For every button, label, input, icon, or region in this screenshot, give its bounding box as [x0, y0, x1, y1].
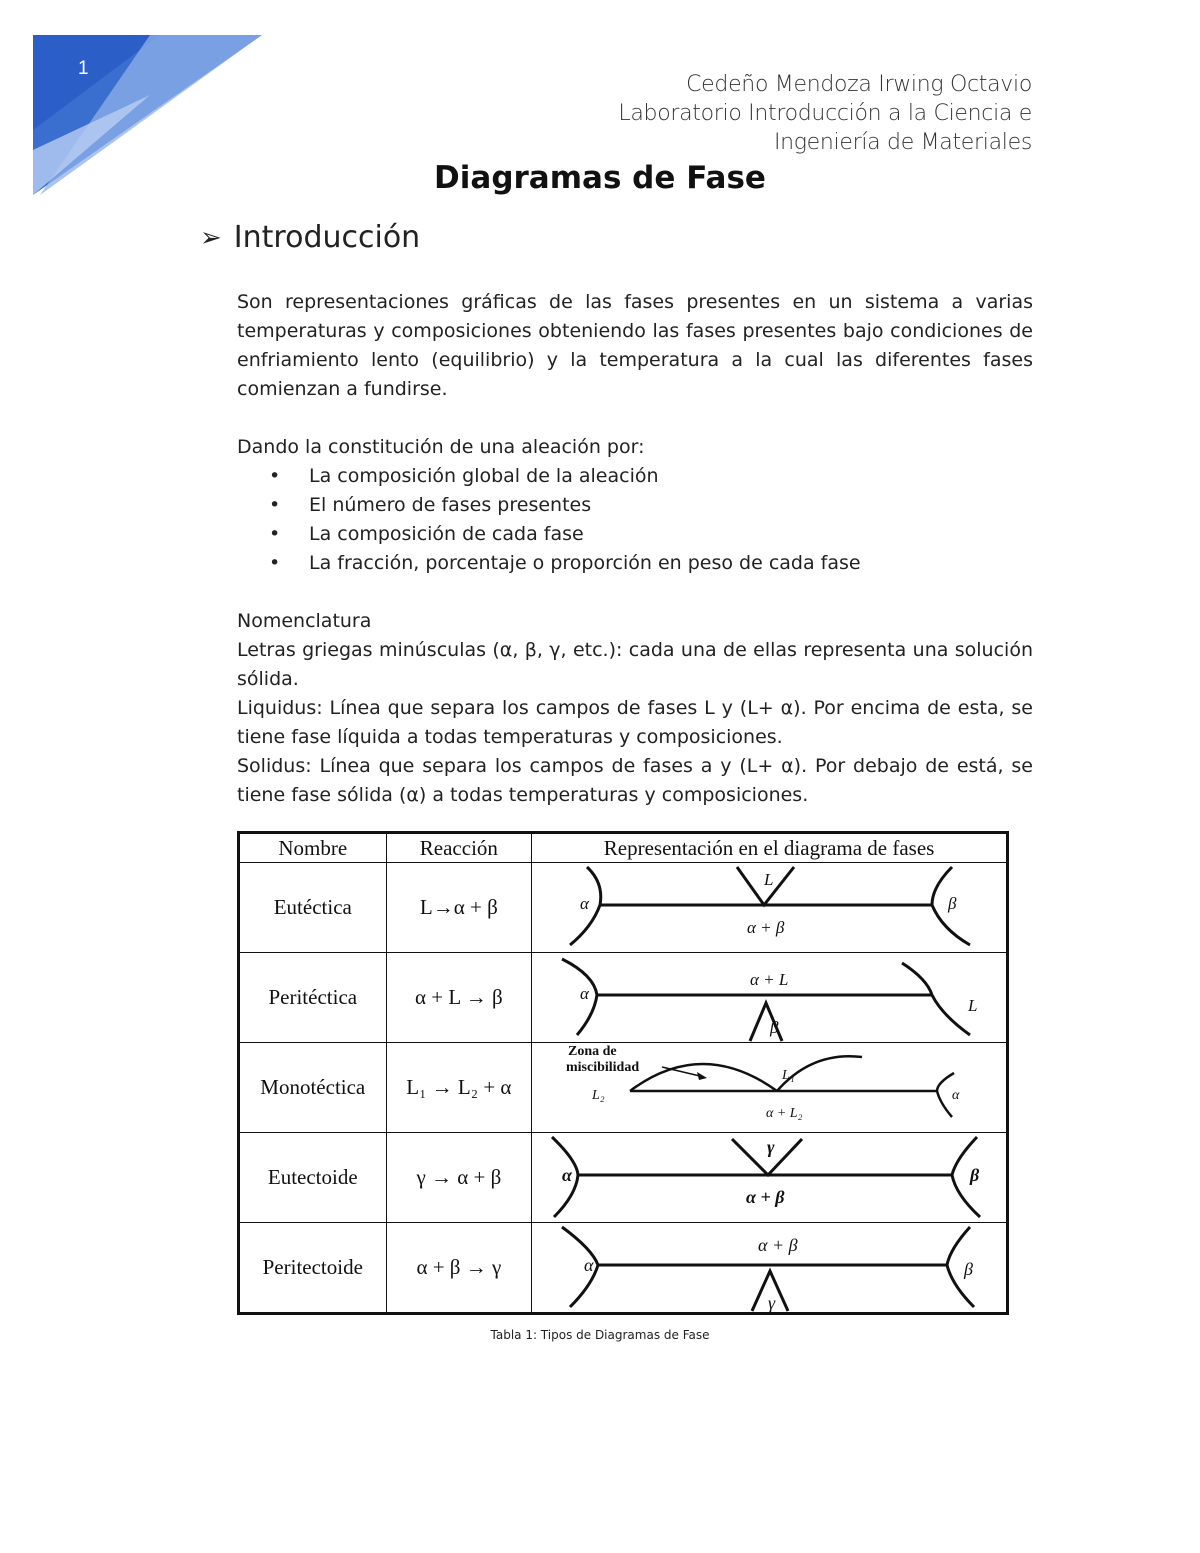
label-alpha: α: [580, 984, 590, 1003]
label-miscibility: miscibilidad: [566, 1060, 640, 1075]
label-alpha-beta: α + β: [758, 1235, 798, 1255]
table-row: [239, 863, 1008, 953]
label-zone: Zona de: [568, 1044, 617, 1059]
eutectic-diagram-cell: [532, 863, 1008, 953]
label-alpha-beta: α + β: [746, 1187, 785, 1207]
label-alpha-beta: α + β: [747, 918, 785, 937]
reaction-name: Peritéctica: [239, 953, 387, 1043]
header-representation: Representación en el diagrama de fases: [532, 833, 1008, 863]
label-gamma: γ: [768, 1293, 776, 1312]
label-alpha-l2: α + L₂: [766, 1106, 803, 1121]
header-reaction: Reacción: [386, 833, 532, 863]
nomenclature-solidus: Solidus: Línea que separa los campos de fases a y (L+ α). Por debajo de está, se tiene fase sólida (α) a todas temperaturas y composiciones.: [237, 755, 1033, 806]
label-alpha: α: [952, 1088, 960, 1103]
nomenclature-greek: Letras griegas minúsculas (α, β, γ, etc.): cada una de ellas representa una solución sólida.: [237, 639, 1033, 690]
intro-paragraph: Son representaciones gráficas de las fases presentes en un sistema a varias temperaturas y composiciones obteniendo las fases presentes bajo condiciones de enfriamiento lento (equilibrio) y la temperatura a la cual las diferentes fases comienzan a fundirse.: [237, 291, 1033, 400]
reaction-name: Monotéctica: [239, 1043, 387, 1133]
nomenclature-liquidus: Liquidus: Línea que separa los campos de fases L y (L+ α). Por encima de esta, se tiene fase líquida a todas temperaturas y composiciones.: [237, 697, 1033, 748]
label-beta: β: [770, 1018, 779, 1037]
label-alpha: α: [584, 1255, 594, 1275]
peritectoid-diagram-cell: [532, 1223, 1008, 1314]
reaction-equation: L₁ → L₂ + α: [386, 1043, 532, 1133]
label-gamma: γ: [767, 1137, 775, 1157]
peritectic-diagram: [532, 953, 1006, 1042]
label-alpha-liquid: α + L: [750, 970, 789, 989]
reaction-name: Peritectoide: [239, 1223, 387, 1314]
list-item: • La fracción, porcentaje o proporción en peso de cada fase: [237, 549, 1033, 578]
eutectoid-diagram: [532, 1133, 1006, 1222]
table-row: [239, 1133, 1008, 1223]
list-item: • El número de fases presentes: [237, 491, 1033, 520]
author-header: [618, 70, 1032, 157]
course-line-1: Laboratorio Introducción a la Ciencia e: [618, 101, 1032, 126]
table-row: [239, 953, 1008, 1043]
label-beta: β: [970, 1165, 980, 1185]
reaction-name: Eutectoide: [239, 1133, 387, 1223]
monotectic-diagram: [532, 1043, 1006, 1132]
reaction-equation: α + β → γ: [386, 1223, 532, 1314]
nomenclature-heading: Nomenclatura: [237, 610, 372, 632]
peritectoid-diagram: [532, 1223, 1006, 1312]
label-alpha: α: [580, 894, 590, 913]
eutectoid-diagram-cell: [532, 1133, 1008, 1223]
label-beta: β: [964, 1259, 974, 1279]
reaction-equation: L→α + β: [386, 863, 532, 953]
author-name: Cedeño Mendoza Irwing Octavio: [686, 72, 1032, 97]
reaction-equation: γ → α + β: [386, 1133, 532, 1223]
header-name: Nombre: [239, 833, 387, 863]
table-row: [239, 1223, 1008, 1314]
table-header-row: [239, 833, 1008, 863]
body-content: [237, 288, 1033, 810]
monotectic-diagram-cell: [532, 1043, 1008, 1133]
course-line-2: Ingeniería de Materiales: [773, 130, 1032, 155]
peritectic-diagram-cell: [532, 953, 1008, 1043]
label-alpha: α: [562, 1165, 573, 1185]
phase-reactions-table: [237, 831, 1009, 1315]
table-caption: Tabla 1: Tipos de Diagramas de Fase: [490, 1328, 710, 1342]
eutectic-diagram: [532, 863, 1006, 952]
constitution-intro: Dando la constitución de una aleación por:: [237, 436, 645, 458]
list-item: • La composición global de la aleación: [237, 462, 1033, 491]
section-heading-text: Introducción: [233, 220, 421, 255]
page-number: 1: [78, 58, 89, 79]
reaction-name: Eutéctica: [239, 863, 387, 953]
arrow-bullet-icon: ➢: [200, 222, 222, 253]
label-beta: β: [948, 894, 957, 913]
section-heading: [200, 220, 420, 255]
label-l1: L₁: [782, 1068, 795, 1083]
table-row: [239, 1043, 1008, 1133]
label-l2: L₂: [592, 1088, 605, 1103]
list-item: • La composición de cada fase: [237, 520, 1033, 549]
reaction-equation: α + L → β: [386, 953, 532, 1043]
page-title: Diagramas de Fase: [434, 160, 766, 196]
constitution-list: [237, 462, 1033, 578]
label-liquid: L: [764, 870, 774, 889]
label-liquid: L: [968, 996, 978, 1015]
